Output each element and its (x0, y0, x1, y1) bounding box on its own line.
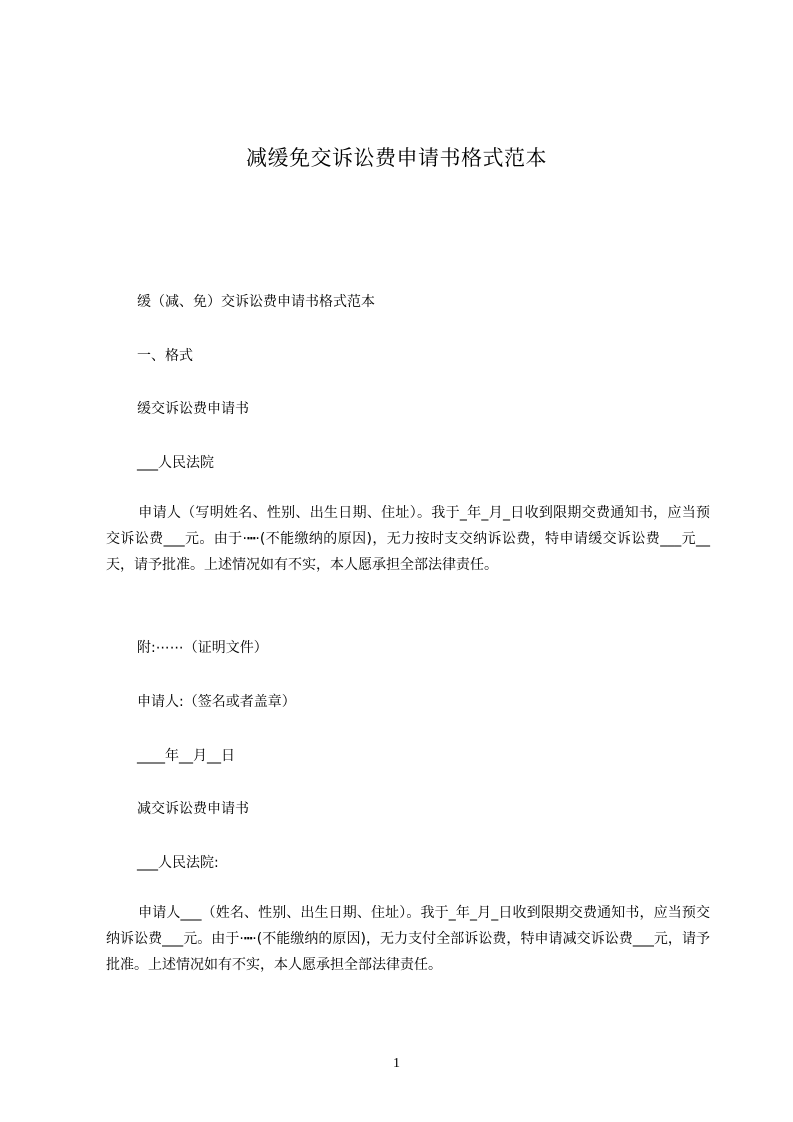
document-title: 减缓免交诉讼费申请书格式范本 (246, 146, 547, 170)
form1-attachment: 附:⋯⋯（证明文件） (137, 640, 268, 656)
form2-body-text: 申请人___（姓名、性别、出生日期、住址）。我于_年_月_日收到限期交费通知书，应当预交纳诉讼费___元。由于·┅·(不能缴纳的原因)，无力支付全部诉讼费，特申请减交诉讼费___元，请予批准。上述情况如有不实，本人愿承担全部法律责任。 (106, 905, 710, 973)
form1-body (106, 500, 710, 578)
form2-body (106, 900, 710, 978)
page-number: 1 (393, 1056, 400, 1071)
subtitle: 缓（减、免）交诉讼费申请书格式范本 (137, 294, 375, 310)
form1-applicant-sign: 申请人:（签名或者盖章） (137, 694, 296, 710)
form1-body-text: 申请人（写明姓名、性别、出生日期、住址）。我于_年_月_日收到限期交费通知书，应当预交诉讼费___元。由于·┅·(不能缴纳的原因)，无力按时支交纳诉讼费，特申请缓交诉讼费___元__天，请予批准。上述情况如有不实，本人愿承担全部法律责任。 (106, 505, 710, 573)
section-heading: 一、格式 (137, 348, 193, 364)
form1-date: ____年__月__日 (137, 748, 235, 764)
form1-heading: 缓交诉讼费申请书 (137, 401, 249, 417)
form2-court: ___人民法院: (137, 855, 219, 871)
form2-heading: 减交诉讼费申请书 (137, 801, 249, 817)
form1-court: ___人民法院 (137, 455, 214, 471)
